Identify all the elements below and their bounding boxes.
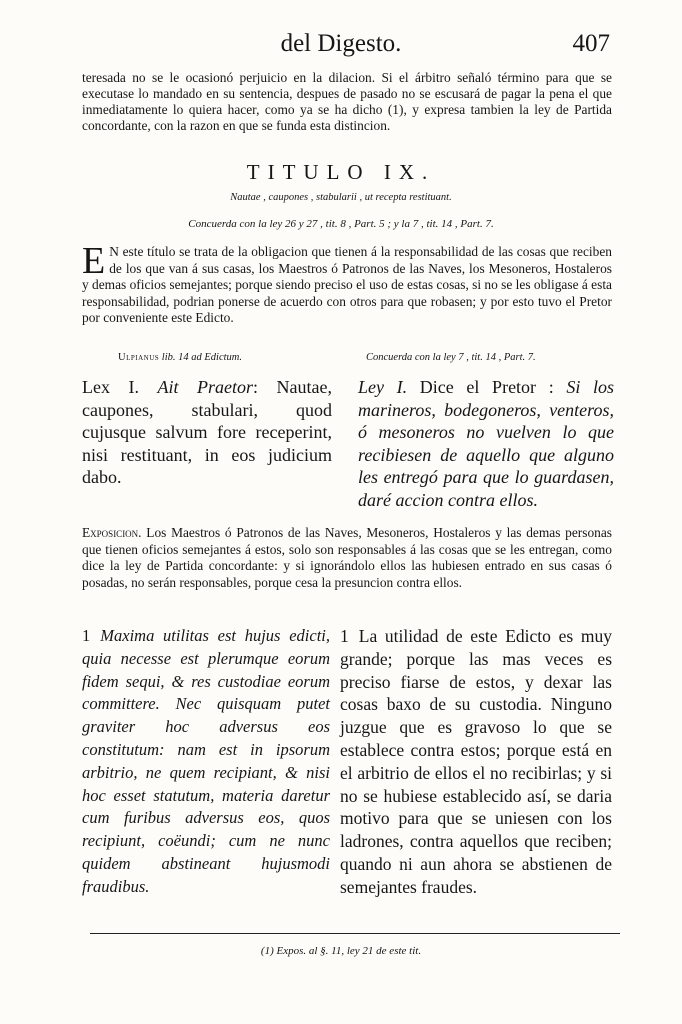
exposicion-text: Los Maestros ó Patronos de las Naves, Mesoneros, Hostaleros y las demas personas que tienen oficios semejantes á estos, solo son responsables á las cosas que se les entregan, como dice la ley de Partida concordante: y si ignorándolo ellos las hubiesen entrado en sus casas ó posadas, no serán responsables, porque cesa la presuncion contra ellos. xyxy=(82,525,612,590)
paragraph-number-latin: 1 xyxy=(82,626,91,645)
exposicion-label: Exposicion. xyxy=(82,525,142,540)
page-number: 407 xyxy=(572,30,610,57)
lex-latin-label: Lex I. xyxy=(82,377,139,397)
title-heading: TITULO IX. xyxy=(246,160,436,184)
left-heading-author: Ulpianus xyxy=(118,352,160,363)
paragraph-spanish xyxy=(340,625,612,899)
title-subtitle: Nautae , caupones , stabularii , ut recepta restituant. xyxy=(230,192,452,203)
title-concordance: Concuerda con la ley 26 y 27 , tit. 8 , Part. 5 ; y la 7 , tit. 14 , Part. 7. xyxy=(188,218,494,230)
paragraph-latin xyxy=(82,625,330,899)
footnote: (1) Expos. al §. 11, ley 21 de este tit. xyxy=(260,945,422,957)
lex-latin xyxy=(82,376,332,489)
paragraph-spanish-text: La utilidad de este Edicto es muy grande; porque las mas veces es preciso fiarse de estos, y dexar las cosas baxo de su custodia. Ninguno juzgue que es gravoso lo que se establece contra estos; porque está en el arbitrio de ellos el no recibirlas; y si no se hubiese establecido así, se daria motivo para que se uniesen con los ladrones, contra aquellos que reciben; quando ni aun ahora se abstienen de semejantes fraudes. xyxy=(340,626,612,897)
intro-paragraph: teresada no se le ocasionó perjuicio en la dilacion. Si el árbitro señaló término para que se executase lo mandado en su sentencia, despues de pasado no se escusará de pagar la pena el que inmediatamente lo quiera hacer, como ya se ha dicho (1), y expresa tambien la ley de Partida concordante, con la razon en que se funda esta distincion. xyxy=(82,70,612,133)
lex-spanish-label: Ley I. xyxy=(358,377,408,397)
drop-cap: E xyxy=(82,240,106,282)
lex-spanish-lead: Dice el Pretor : xyxy=(419,377,554,397)
lex-latin-incipit: Ait Praetor xyxy=(157,377,254,397)
footnote-rule xyxy=(90,933,620,934)
running-head: del Digesto. xyxy=(280,30,402,57)
left-column-heading xyxy=(118,352,242,363)
page-header xyxy=(0,30,682,70)
preamble-paragraph xyxy=(82,240,612,327)
lex-spanish xyxy=(358,376,614,511)
lex-spanish-text: Si los marineros, bodegoneros, venteros, ó mesoneros no vuelven lo que recibiesen de aquello que alguno les entregó para que lo guardasen, daré accion contra ellos. xyxy=(358,377,615,510)
lex-latin-text: : Nautae, caupones, stabulari, quod cujusque salvum fore receperint, nisi restituant, in eos judicium dabo. xyxy=(82,377,333,487)
paragraph-latin-text: Maxima utilitas est hujus edicti, quia necesse est plerumque eorum fidem sequi, & res custodiae eorum committere. Nec quisquam putet graviter hoc adversus eos constitutum: nam est in ipsorum arbitrio, ne quem recipiant, & nisi hoc esset statutum, materia daretur cum furibus adversus eos, quos recipiunt, coëundi; cum ne nunc quidem abstineant hujusmodi fraudibus. xyxy=(82,626,330,896)
paragraph-number-spanish: 1 xyxy=(340,626,349,646)
preamble-text: N este título se trata de la obligacion que tienen á la responsabilidad de las cosas que reciben de los que van á sus casas, los Maestros ó Patronos de las Naves, los Mesoneros, Hostaleros y demas oficios semejantes; porque siendo preciso el uso de estas cosas, si no se les obligase á esta responsabilidad, podrian ponerse de acuerdo con otros para que robasen; y por esto tuvo el Pretor por conveniente este Edicto. xyxy=(82,244,612,326)
left-heading-ref: lib. 14 ad Edictum. xyxy=(161,352,242,363)
exposicion-paragraph xyxy=(82,525,612,591)
right-column-heading: Concuerda con la ley 7 , tit. 14 , Part. 7. xyxy=(366,352,536,363)
